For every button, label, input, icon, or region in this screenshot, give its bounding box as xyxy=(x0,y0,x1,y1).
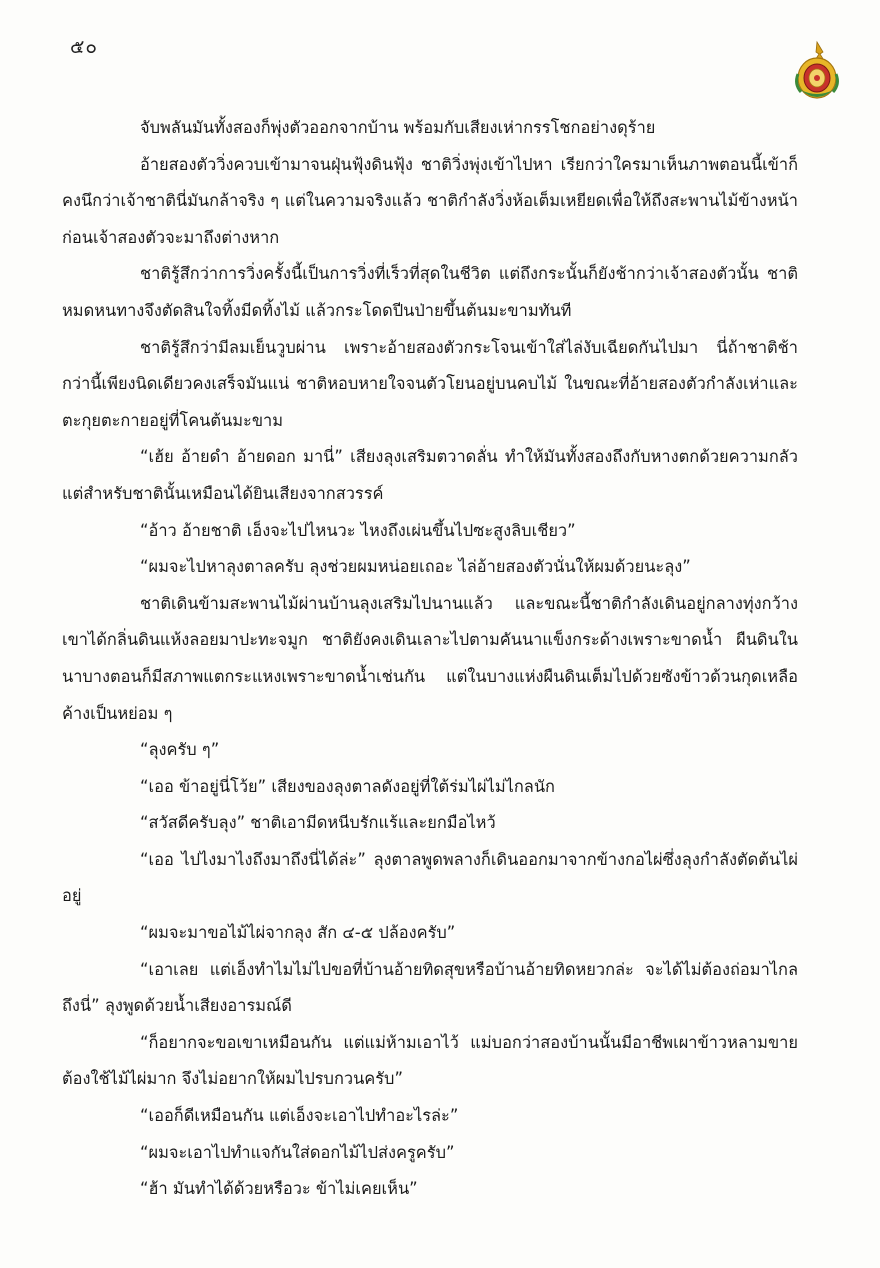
paragraph: “เออ ข้าอยู่นี่โว้ย” เสียงของลุงตาลดังอยู่ที่ใต้ร่มไผ่ไม่ไกลนัก xyxy=(140,776,555,796)
paragraph: “ผมจะไปหาลุงตาลครับ ลุงช่วยผมหน่อยเถอะ ไล่อ้ายสองตัวนั่นให้ผมด้วยนะลุง” xyxy=(140,557,691,577)
paragraph: “เอาเลย แต่เอ็งทำไมไม่ไปขอที่บ้านอ้ายทิดสุขหรือบ้านอ้ายทิดหยวกล่ะ จะได้ไม่ต้องถ่อมาไกลถึงนี่” ลุงพูดด้วยน้ำเสียงอารมณ์ดี xyxy=(62,959,798,1016)
paragraph: ชาติรู้สึกว่าการวิ่งครั้งนี้เป็นการวิ่งที่เร็วที่สุดในชีวิต แต่ถึงกระนั้นก็ยังช้ากว่าเจ้าสองตัวนั้น ชาติหมดหนทางจึงตัดสินใจทิ้งมีดทิ้งไม้ แล้วกระโดดปีนป่ายขึ้นต้นมะขามทันที xyxy=(62,264,798,320)
paragraph: ชาติรู้สึกว่ามีลมเย็นวูบผ่าน เพราะอ้ายสองตัวกระโจนเข้าใส่ไล่งับเฉียดกันไปมา นี่ถ้าชาติช้ากว่านี้เพียงนิดเดียวคงเสร็จมันแน่ ชาติหอบหายใจจนตัวโยนอยู่บนคบไม้ ในขณะที่อ้ายสองตัวกำลังเห่าและตะกุยตะกายอยู่ที่โคนต้นมะขาม xyxy=(62,337,798,430)
page-number: ๕๐ xyxy=(70,36,98,58)
paragraph: “สวัสดีครับลุง” ชาติเอามีดหนีบรักแร้และยกมือไหว้ xyxy=(140,813,496,833)
paragraph: “ก็อยากจะขอเขาเหมือนกัน แต่แม่ห้ามเอาไว้ แม่บอกว่าสองบ้านนั้นมีอาชีพเผาข้าวหลามขาย ต้องใช้ไม้ไผ่มาก จึงไม่อยากให้ผมไปรบกวนครับ” xyxy=(62,1032,798,1089)
paragraph: “เออ ไปไงมาไงถึงมาถึงนี่ได้ล่ะ” ลุงตาลพูดพลางก็เดินออกมาจากข้างกอไผ่ซึ่งลุงกำลังตัดต้นไผ่อยู่ xyxy=(62,849,798,906)
paragraph: อ้ายสองตัววิ่งควบเข้ามาจนฝุ่นฟุ้งดินฟุ้ง ชาติวิ่งพุ่งเข้าไปหา เรียกว่าใครมาเห็นภาพตอนนี้เข้าก็คงนึกว่าเจ้าชาตินี่มันกล้าจริง ๆ แต่ในความจริงแล้ว ชาติกำลังวิ่งห้อเต็มเหยียดเพื่อให้ถึงสะพานไม้ข้างหน้า ก่อนเจ้าสองตัวจะมาถึงต่างหาก xyxy=(62,154,798,247)
paragraph: “ผมจะเอาไปทำแจกันใส่ดอกไม้ไปส่งครูครับ” xyxy=(140,1142,455,1162)
paragraph: จับพลันมันทั้งสองก็พุ่งตัวออกจากบ้าน พร้อมกับเสียงเห่ากรรโชกอย่างดุร้าย xyxy=(140,118,656,137)
royal-crest-icon xyxy=(792,40,842,104)
paragraph: “เออก็ดีเหมือนกัน แต่เอ็งจะเอาไปทำอะไรล่ะ” xyxy=(140,1106,459,1126)
paragraph: “ฮ้า มันทำได้ด้วยหรือวะ ข้าไม่เคยเห็น” xyxy=(140,1179,418,1199)
paragraph: ชาติเดินข้ามสะพานไม้ผ่านบ้านลุงเสริมไปนานแล้ว และขณะนี้ชาติกำลังเดินอยู่กลางทุ่งกว้าง เขาได้กลิ่นดินแห้งลอยมาปะทะจมูก ชาติยังคงเดินเลาะไปตามคันนาแข็งกระด้างเพราะขาดน้ำ ผืนดินในนาบางตอนก็มีสภาพแตกระแหงเพราะขาดน้ำเช่นกัน แต่ในบางแห่งผืนดินเต็มไปด้วยซังข้าวด้วนกุดเหลือค้างเป็นหย่อม ๆ xyxy=(62,593,798,723)
paragraph: “เฮ้ย อ้ายดำ อ้ายดอก มานี่” เสียงลุงเสริมตวาดลั่น ทำให้มันทั้งสองถึงกับหางตกด้วยความกลัว แต่สำหรับชาตินั้นเหมือนได้ยินเสียงจากสวรรค์ xyxy=(62,447,798,503)
body-text xyxy=(62,110,798,1208)
paragraph: “ลุงครับ ๆ” xyxy=(140,740,220,760)
paragraph: “ผมจะมาขอไม้ไผ่จากลุง สัก ๔-๕ ปล้องครับ” xyxy=(140,923,456,943)
paragraph: “อ้าว อ้ายชาติ เอ็งจะไปไหนวะ ไหงถึงเผ่นขึ้นไปซะสูงลิบเชียว” xyxy=(140,520,576,540)
